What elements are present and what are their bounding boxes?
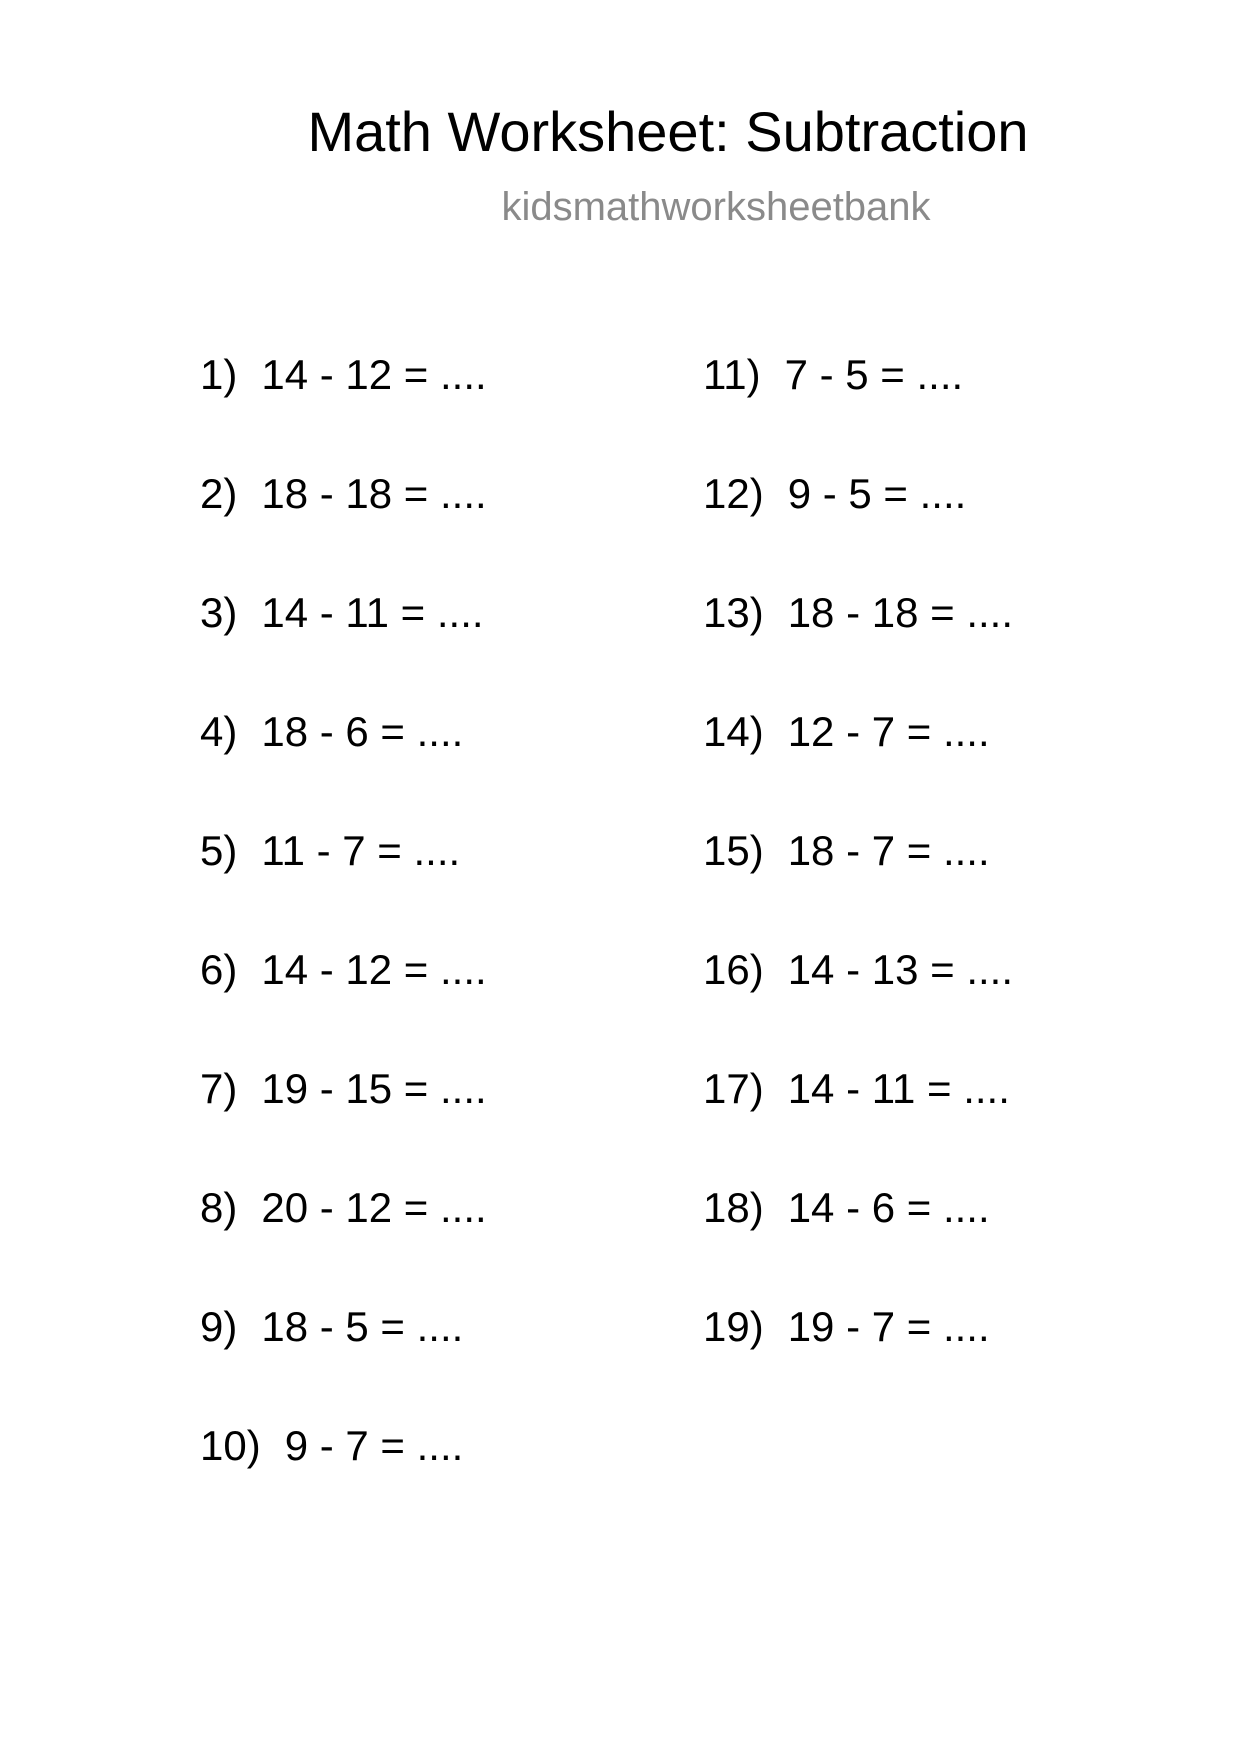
problem-number: 3) [200,589,238,636]
problem-expression: 19 - 15 = .... [261,1065,487,1112]
problem-number: 15) [703,827,764,874]
problem-item [703,350,963,400]
problem-item [200,826,460,876]
problem-item [703,707,990,757]
problem-number: 5) [200,827,238,874]
problem-number: 19) [703,1303,764,1350]
worksheet-title: Math Worksheet: Subtraction [307,100,1029,163]
problem-number: 17) [703,1065,764,1112]
problem-item [703,1183,990,1233]
problem-expression: 18 - 18 = .... [261,470,487,517]
problem-expression: 7 - 5 = .... [784,351,964,398]
problem-item [703,469,966,519]
problem-expression: 14 - 11 = .... [261,589,484,636]
problem-item [200,945,487,995]
problem-number: 14) [703,708,764,755]
problem-item [200,1421,463,1471]
problem-item [200,1064,487,1114]
problem-number: 16) [703,946,764,993]
problem-expression: 18 - 18 = .... [787,589,1014,636]
problem-number: 9) [200,1303,238,1350]
problem-item [200,707,463,757]
problem-expression: 12 - 7 = .... [787,708,990,755]
problem-expression: 18 - 7 = .... [787,827,990,874]
problem-item [703,945,1013,995]
problem-expression: 14 - 6 = .... [787,1184,990,1231]
problem-item [200,350,487,400]
problem-expression: 9 - 7 = .... [284,1422,464,1469]
problem-expression: 14 - 12 = .... [261,946,487,993]
problem-expression: 18 - 6 = .... [261,708,464,755]
problem-expression: 20 - 12 = .... [261,1184,487,1231]
problem-number: 2) [200,470,238,517]
problem-item [703,826,990,876]
worksheet-subtitle: kidsmathworksheetbank [501,185,931,229]
problem-item [200,1183,487,1233]
problem-expression: 9 - 5 = .... [787,470,967,517]
problem-expression: 11 - 7 = .... [261,827,461,874]
problem-item [703,1302,990,1352]
problem-number: 1) [200,351,238,398]
problem-item [703,588,1013,638]
problem-number: 11) [703,351,761,398]
problem-number: 18) [703,1184,764,1231]
problem-item [200,588,484,638]
problem-number: 6) [200,946,238,993]
problem-item [200,1302,463,1352]
problem-number: 7) [200,1065,238,1112]
problem-expression: 18 - 5 = .... [261,1303,464,1350]
problem-item [703,1064,1010,1114]
problem-number: 12) [703,470,764,517]
problem-number: 10) [200,1422,261,1469]
problem-number: 8) [200,1184,238,1231]
problem-expression: 14 - 11 = .... [787,1065,1010,1112]
problem-expression: 14 - 13 = .... [787,946,1014,993]
problem-number: 13) [703,589,764,636]
problem-expression: 14 - 12 = .... [261,351,487,398]
problem-expression: 19 - 7 = .... [787,1303,990,1350]
problem-number: 4) [200,708,238,755]
problem-item [200,469,487,519]
